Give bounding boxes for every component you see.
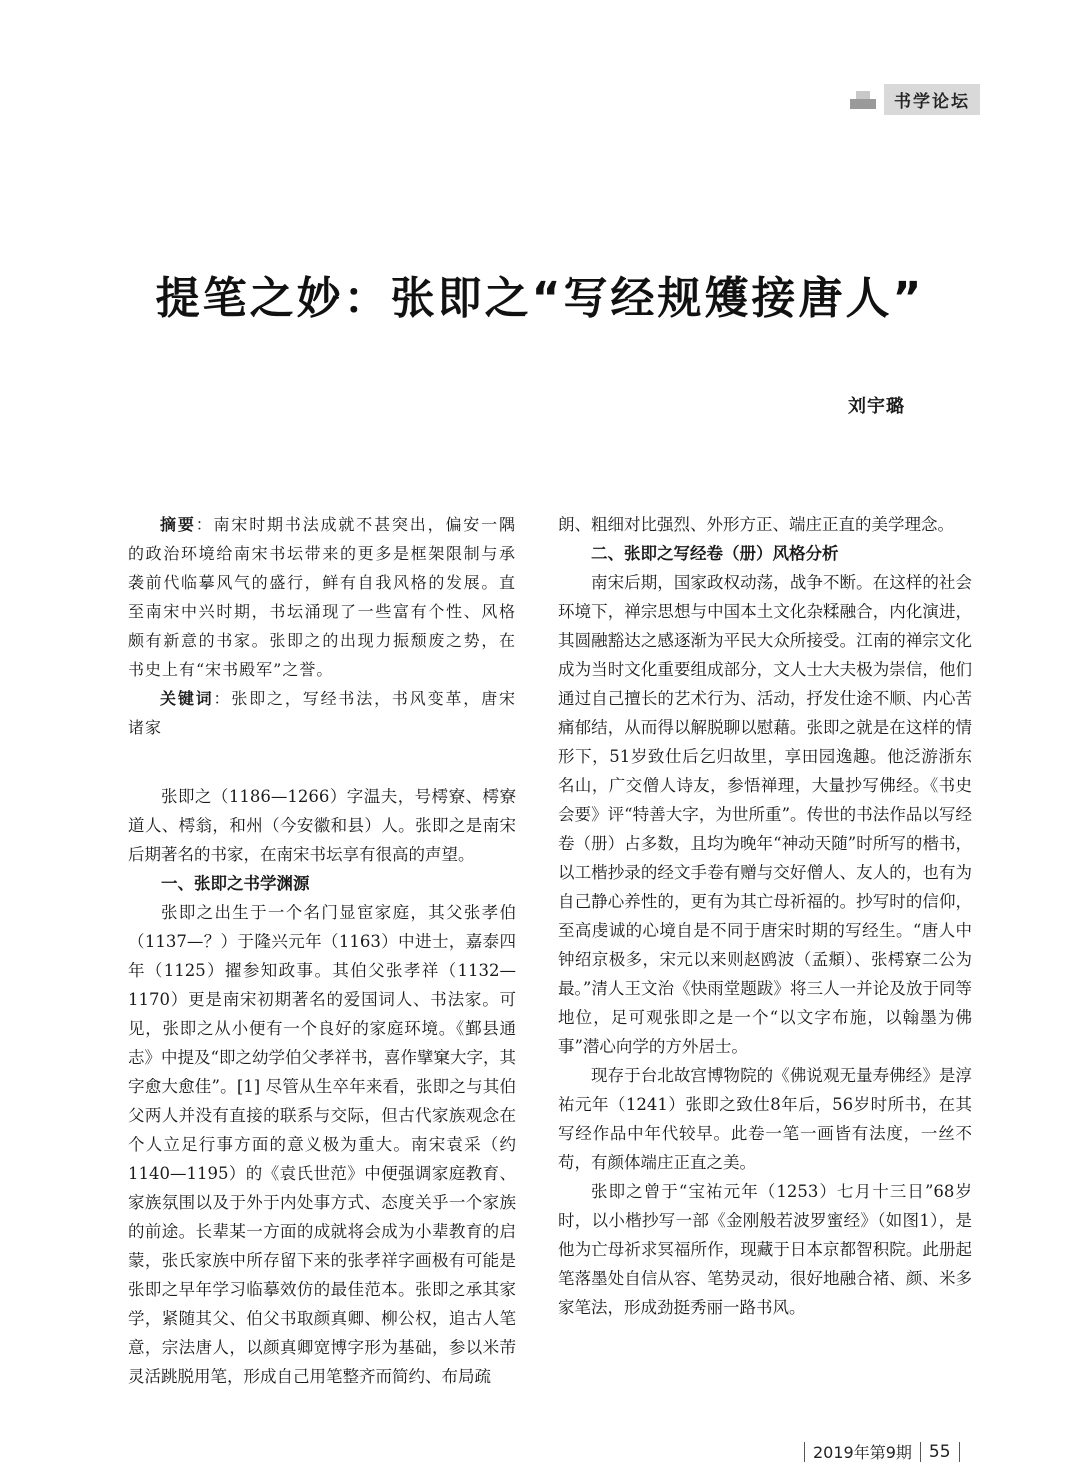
article-author: 刘宇璐 [848, 396, 905, 417]
keywords [128, 684, 516, 742]
body-paragraph: 张即之出生于一个名门显宦家庭，其父张孝伯（1137—？）于隆兴元年（1163）中进士，嘉泰四年（1125）擢参知政事。其伯父张孝祥（1132—1170）更是南宋初期著名的爱国词人、书法家。可见，张即之从小便有一个良好的家庭环境。《鄞县通志》中提及“即之幼学伯父孝祥书，喜作擘窠大字，其字愈大愈佳”。[1] 尽管从生卒年来看，张即之与其伯父两人并没有直接的联系与交际，但古代家族观念在个人立足行事方面的意义极为重大。南宋袁采（约1140—1195）的《袁氏世范》中便强调家庭教育、家族氛围以及于外于内处事方式、态度关乎一个家族的前途。长辈某一方面的成就将会成为小辈教育的启蒙，张氏家族中所存留下来的张孝祥字画极有可能是张即之早年学习临摹效仿的最佳范本。张即之承其家学，紧随其父、伯父书取颜真卿、柳公权，追古人笔意，宗法唐人，以颜真卿宽博字形为基础，参以米芾灵活跳脱用笔，形成自己用笔整齐而简约、布局疏 [128, 903, 516, 1386]
keywords-label: 关键词 [160, 689, 214, 708]
body-paragraph: 张即之曾于“宝祐元年（1253）七月十三日”68岁时，以小楷抄写一部《金刚般若波罗蜜经》（如图1），是他为亡母祈求冥福所作，现藏于日本京都智积院。此册起笔落墨处自信从容、笔势灵动，很好地融合褚、颜、米多家笔法，形成劲挺秀丽一路书风。 [558, 1182, 972, 1317]
abstract [128, 510, 516, 684]
left-column [128, 510, 516, 1391]
abstract-text: ：南宋时期书法成就不甚突出，偏安一隅的政治环境给南宋书坛带来的更多是框架限制与承袭前代临摹风气的盛行，鲜有自我风格的发展。直至南宋中兴时期，书坛涌现了一些富有个性、风格颇有新意的书家。张即之的出现力振颓废之势，在书史上有“宋书殿军”之誉。 [128, 515, 516, 679]
body-paragraph: 张即之（1186—1266）字温夫，号樗寮、樗寮道人、樗翁，和州（今安徽和县）人。张即之是南宋后期著名的书家，在南宋书坛享有很高的声望。 [128, 787, 516, 864]
section-tag-label: 书学论坛 [884, 84, 980, 115]
section-heading-1: 一、张即之书学渊源 [161, 874, 310, 893]
article-title: 提笔之妙：张即之“写经规矱接唐人” [155, 273, 925, 324]
page-number: 55 [928, 1441, 951, 1462]
body-paragraph: 南宋后期，国家政权动荡，战争不断。在这样的社会环境下，禅宗思想与中国本土文化杂糅融合，内化演进，其圆融豁达之感逐渐为平民大众所接受。江南的禅宗文化成为当时文化重要组成部分，文人士大夫极为崇信，他们通过自己擅长的艺术行为、活动，抒发仕途不顺、内心苦痛郁结，从而得以解脱聊以慰藉。张即之就是在这样的情形下，51岁致仕后乞归故里，享田园逸趣。他泛游浙东名山，广交僧人诗友，参悟禅理，大量抄写佛经。《书史会要》评“特善大字，为世所重”。传世的书法作品以写经卷（册）占多数，且均为晚年“神动天随”时所写的楷书，以工楷抄录的经文手卷有赠与交好僧人、友人的，也有为自己静心养性的，更有为其亡母祈福的。抄写时的信仰，至高虔诚的心境自是不同于唐宋时期的写经生。“唐人中钟绍京极多，宋元以来则赵鸥波（孟頫）、张樗寮二公为最。”清人王文治《快雨堂题跋》将三人一并论及放于同等地位，足可观张即之是一个“以文字布施，以翰墨为佛事”潜心向学的方外居士。 [558, 573, 972, 1056]
issue-label: 2019年第9期 [813, 1443, 912, 1462]
abstract-label: 摘要 [160, 515, 196, 534]
body-paragraph-continued: 朗、粗细对比强烈、外形方正、端庄正直的美学理念。 [558, 515, 954, 534]
right-column [558, 510, 972, 1322]
section-heading-2: 二、张即之写经卷（册）风格分析 [591, 544, 839, 563]
book-stack-icon [848, 87, 880, 113]
body-paragraph: 现存于台北故宫博物院的《佛说观无量寿佛经》是淳祐元年（1241）张即之致仕8年后，56岁时所书，在其写经作品中年代较早。此卷一笔一画皆有法度，一丝不苟，有颜体端庄正直之美。 [558, 1066, 972, 1172]
section-tag [848, 84, 980, 115]
page-footer [796, 1440, 968, 1463]
keywords-text: ：张即之，写经书法，书风变革，唐宋诸家 [128, 689, 516, 737]
